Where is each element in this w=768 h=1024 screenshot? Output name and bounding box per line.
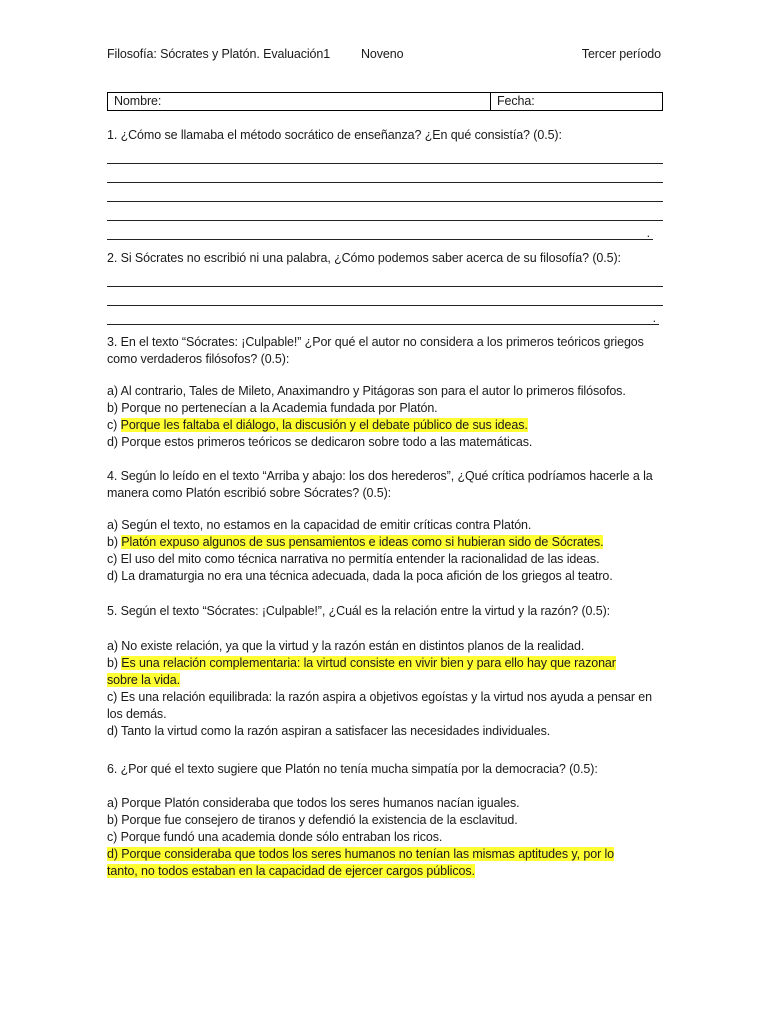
option-c[interactable]: c) Es una relación equilibrada: la razón aspira a objetivos egoístas y la virtud nos ayuda a pensar en los demás. <box>107 690 652 721</box>
question-2 <box>107 250 663 325</box>
option-a[interactable]: a) Porque Platón consideraba que todos los seres humanos nacían iguales. <box>107 796 520 810</box>
option-a[interactable]: a) No existe relación, ya que la virtud y la razón están en distintos planos de la realidad. <box>107 639 585 653</box>
option-d[interactable]: d) Tanto la virtud como la razón aspiran a satisfacer las necesidades individuales. <box>107 724 551 738</box>
highlighted-answer <box>107 847 614 861</box>
student-info-table <box>107 92 663 111</box>
option-b[interactable]: b) Porque no pertenecían a la Academia fundada por Platón. <box>107 401 438 415</box>
period-label: Tercer período <box>581 47 661 61</box>
date-field[interactable] <box>491 93 662 110</box>
date-label: Fecha: <box>497 94 535 108</box>
question-text: 6. ¿Por qué el texto sugiere que Platón no tenía mucha simpatía por la democracia? (0.5): <box>107 762 598 776</box>
highlighted-answer: Es una relación complementaria: la virtud consiste en vivir bien y para ello hay que razonar <box>121 656 616 670</box>
option-c[interactable]: c) Porque fundó una academia donde sólo entraban los ricos. <box>107 830 443 844</box>
option-b-continued <box>107 672 663 689</box>
option-d[interactable] <box>107 846 663 863</box>
answer-line[interactable] <box>107 221 653 240</box>
question-3 <box>107 334 663 451</box>
option-c[interactable]: c) El uso del mito como técnica narrativa no permitía entender la racionalidad de las ideas. <box>107 552 600 566</box>
grade-label: Noveno <box>361 47 404 61</box>
name-label: Nombre: <box>114 94 162 108</box>
highlighted-answer-continued: sobre la vida. <box>107 673 180 687</box>
question-text: 5. Según el texto “Sócrates: ¡Culpable!”, ¿Cuál es la relación entre la virtud y la razón? (0.5): <box>107 604 611 618</box>
exam-title: Filosofía: Sócrates y Platón. Evaluación1 <box>107 47 331 61</box>
option-d-continued <box>107 863 663 880</box>
question-4 <box>107 468 663 585</box>
question-6 <box>107 761 663 880</box>
answer-line[interactable] <box>107 183 663 202</box>
name-field[interactable] <box>108 93 491 110</box>
answer-line[interactable] <box>107 164 663 183</box>
question-1 <box>107 127 663 240</box>
answer-line[interactable] <box>107 306 659 325</box>
option-b[interactable] <box>107 655 663 672</box>
option-d[interactable]: d) La dramaturgia no era una técnica adecuada, dada la poca afición de los griegos al teatro. <box>107 569 613 583</box>
option-c[interactable] <box>107 417 663 434</box>
highlighted-answer: Platón expuso algunos de sus pensamientos e ideas como si hubieran sido de Sócrates. <box>121 535 604 549</box>
highlighted-answer-continued: tanto, no todos estaban en la capacidad de ejercer cargos públicos. <box>107 864 475 878</box>
answer-lines[interactable] <box>107 268 663 325</box>
option-d[interactable]: d) Porque estos primeros teóricos se dedicaron sobre todo a las matemáticas. <box>107 435 533 449</box>
question-text: 2. Si Sócrates no escribió ni una palabra, ¿Cómo podemos saber acerca de su filosofía? (0.5): <box>107 251 621 265</box>
option-prefix: b) <box>107 535 122 549</box>
answer-line[interactable] <box>107 287 663 306</box>
option-prefix: c) <box>107 418 121 432</box>
question-text: 4. Según lo leído en el texto “Arriba y abajo: los dos herederos”, ¿Qué crítica podríamos hacerle a la manera como Platón escribió sobre Sócrates? (0.5): <box>107 469 653 500</box>
option-b[interactable]: b) Porque fue consejero de tiranos y defendió la existencia de la esclavitud. <box>107 813 518 827</box>
option-a[interactable]: a) Según el texto, no estamos en la capacidad de emitir críticas contra Platón. <box>107 518 532 532</box>
question-text: 1. ¿Cómo se llamaba el método socrático de enseñanza? ¿En qué consistía? (0.5): <box>107 128 562 142</box>
exam-header <box>107 46 663 63</box>
question-text: 3. En el texto “Sócrates: ¡Culpable!” ¿Por qué el autor no considera a los primeros teóricos griegos como verdaderos filósofos? (0.5): <box>107 335 644 366</box>
option-b[interactable] <box>107 534 663 551</box>
highlighted-answer: Porque les faltaba el diálogo, la discusión y el debate público de sus ideas. <box>120 418 528 432</box>
answer-line[interactable] <box>107 268 663 287</box>
answer-line[interactable] <box>107 202 663 221</box>
answer-line[interactable] <box>107 145 663 164</box>
answer-lines[interactable] <box>107 145 663 240</box>
option-prefix: b) <box>107 656 122 670</box>
option-text: d) Porque consideraba que todos los seres humanos no tenían las mismas aptitudes y, por lo <box>107 847 615 861</box>
option-a[interactable]: a) Al contrario, Tales de Mileto, Anaximandro y Pitágoras son para el autor lo primeros filósofos. <box>107 384 626 398</box>
question-5 <box>107 603 663 740</box>
